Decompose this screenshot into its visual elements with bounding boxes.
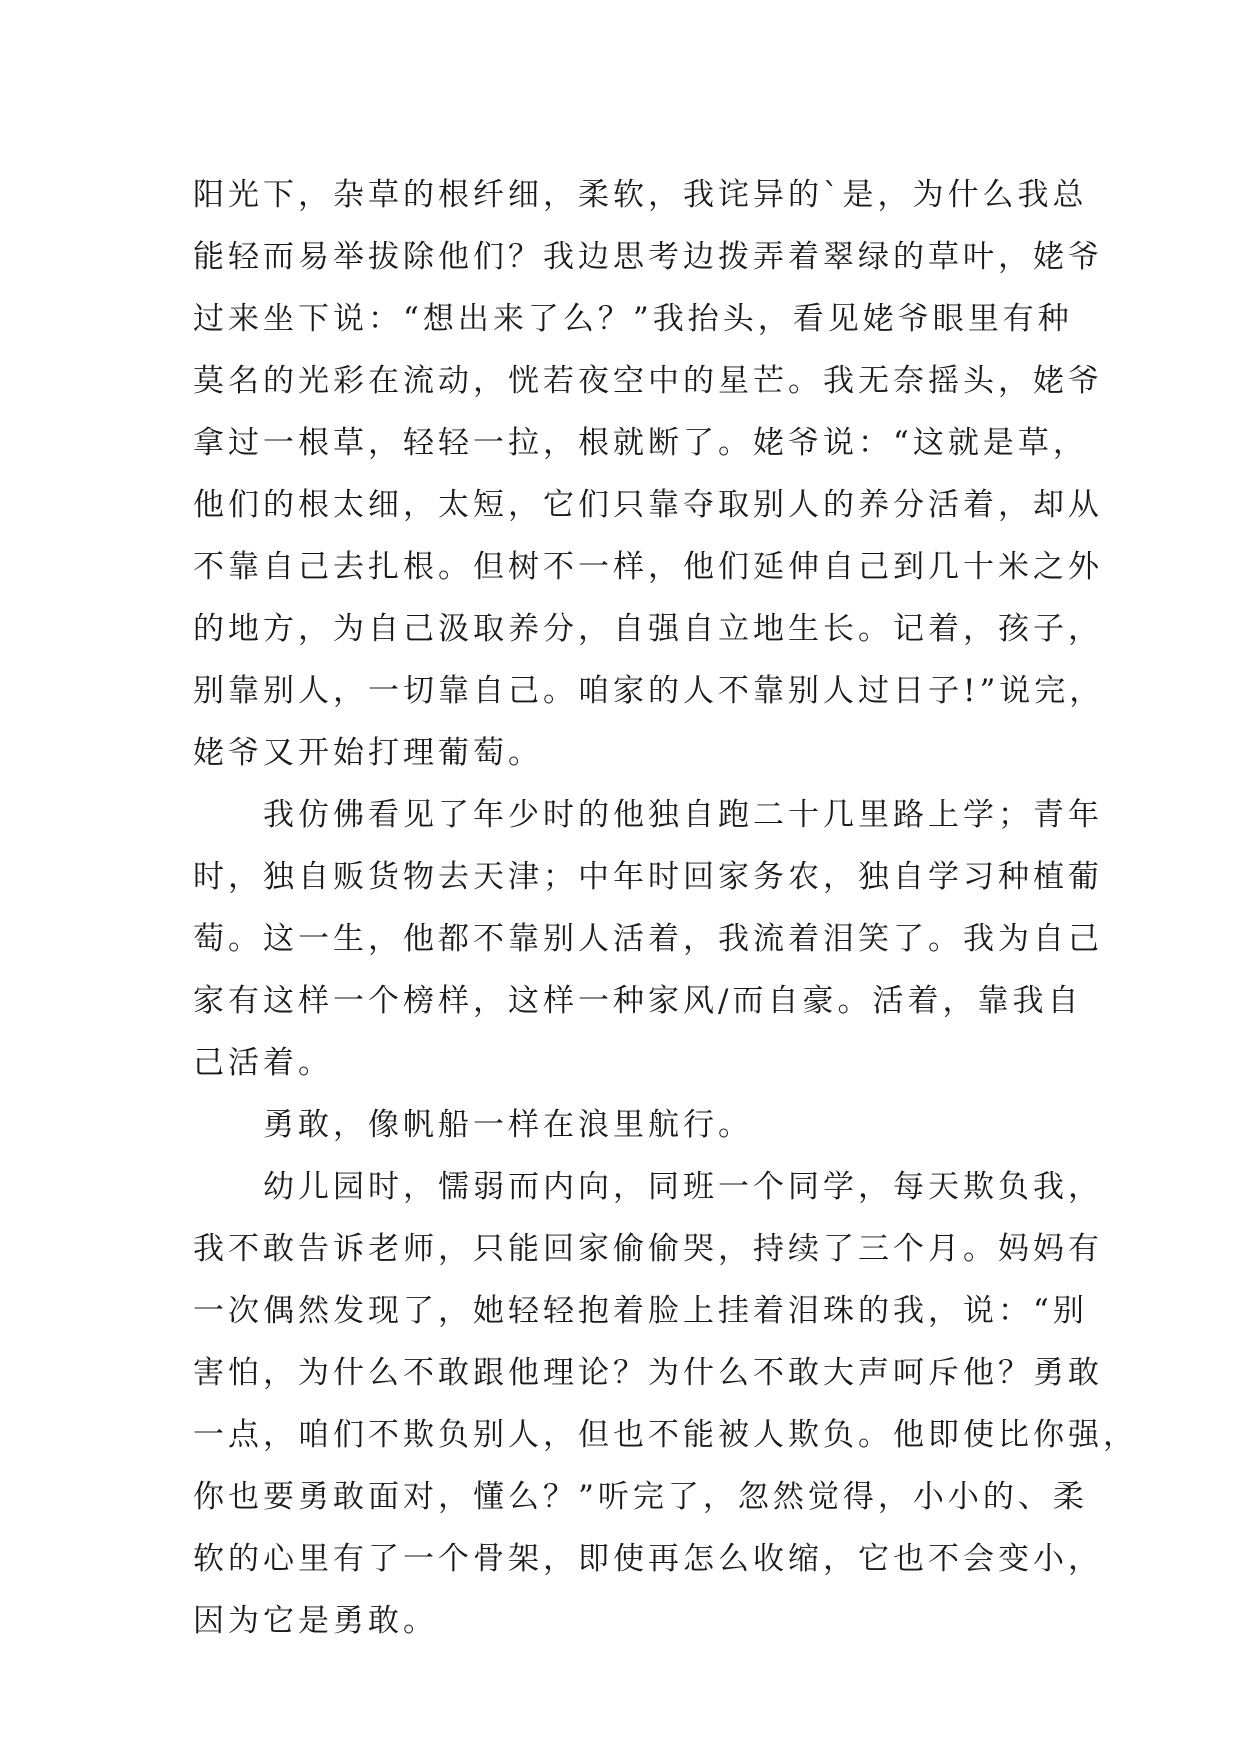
text-line: 害怕，为什么不敢跟他理论？为什么不敢大声呵斥他？勇敢 [193,1355,1103,1391]
body-text [193,164,1138,1652]
text-line: 萄。这一生，他都不靠别人活着，我流着泪笑了。我为自己 [193,921,1103,957]
text-line: 别靠别人，一切靠自己。咱家的人不靠别人过日子!”说完， [193,673,1105,709]
text-line: 时，独自贩货物去天津；中年时回家务农，独自学习种植葡 [193,859,1103,895]
text-line: 勇敢，像帆船一样在浪里航行。 [193,1107,753,1143]
text-line: 一点，咱们不欺负别人，但也不能被人欺负。他即使比你强， [193,1417,1138,1453]
text-line: 幼儿园时，懦弱而内向，同班一个同学，每天欺负我， [193,1169,1103,1205]
text-line: 他们的根太细，太短，它们只靠夺取别人的养分活着，却从 [193,487,1103,523]
text-line: 过来坐下说：“想出来了么？”我抬头，看见姥爷眼里有种 [193,301,1073,337]
text-line: 阳光下，杂草的根纤细，柔软，我诧异的`是，为什么我总 [193,177,1088,213]
text-line: 的地方，为自己汲取养分，自强自立地生长。记着，孩子， [193,611,1103,647]
text-line: 我不敢告诉老师，只能回家偷偷哭，持续了三个月。妈妈有 [193,1231,1103,1267]
text-line: 一次偶然发现了，她轻轻抱着脸上挂着泪珠的我，说：“别 [193,1293,1088,1329]
text-line: 家有这样一个榜样，这样一种家风/而自豪。活着，靠我自 [193,983,1083,1019]
text-line: 因为它是勇敢。 [193,1603,438,1639]
text-line: 莫名的光彩在流动，恍若夜空中的星芒。我无奈摇头，姥爷 [193,363,1103,399]
text-line: 能轻而易举拔除他们？我边思考边拨弄着翠绿的草叶，姥爷 [193,239,1103,275]
text-line: 己活着。 [193,1045,333,1081]
text-line: 拿过一根草，轻轻一拉，根就断了。姥爷说：“这就是草， [193,425,1088,461]
text-line: 软的心里有了一个骨架，即使再怎么收缩，它也不会变小， [193,1541,1103,1577]
text-line: 我仿佛看见了年少时的他独自跑二十几里路上学；青年 [193,797,1103,833]
text-line: 姥爷又开始打理葡萄。 [193,735,543,771]
text-line: 你也要勇敢面对，懂么？”听完了，忽然觉得，小小的、柔 [193,1479,1088,1515]
text-line: 不靠自己去扎根。但树不一样，他们延伸自己到几十米之外 [193,549,1103,585]
